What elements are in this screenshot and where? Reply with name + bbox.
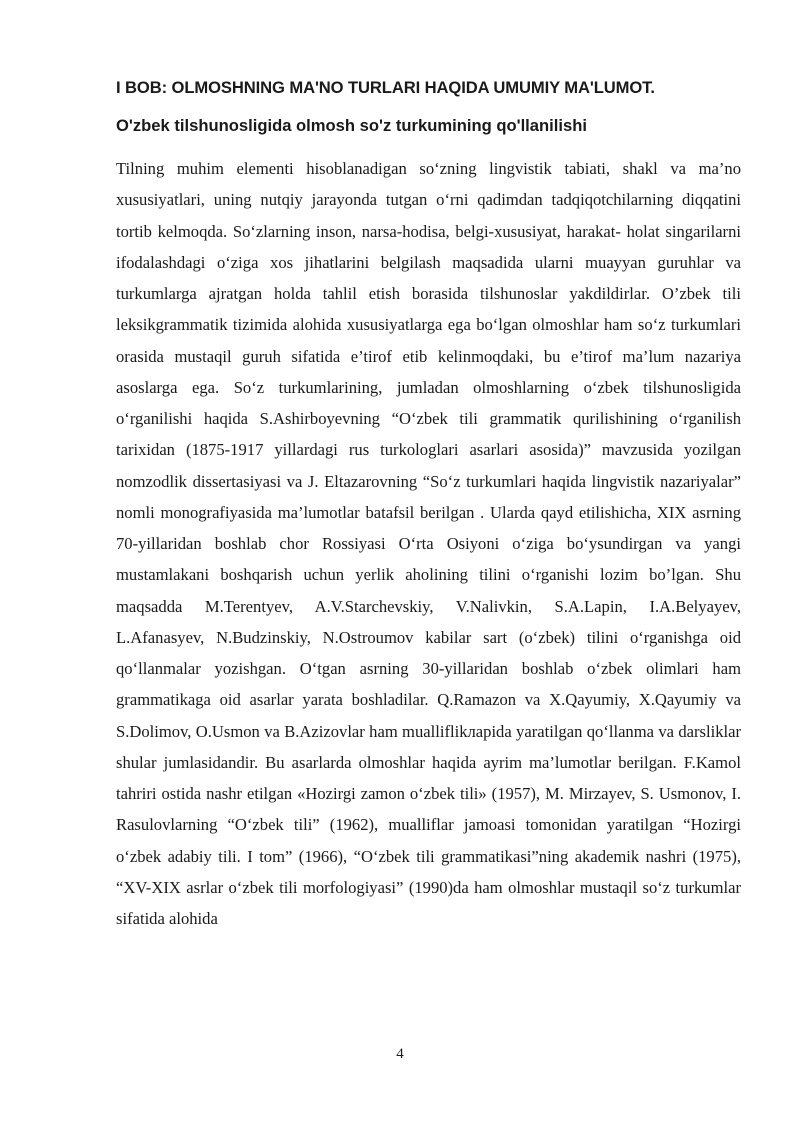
chapter-title: I BOB: OLMOSHNING MA'NO TURLARI HAQIDA UMUMIY MA'LUMOT. [116,78,655,97]
document-page [116,74,741,934]
body-paragraph: Tilning muhim elementi hisoblanadigan so‘zning lingvistik tabiati, shakl va ma’no xususiyatlari, uning nutqiy jarayonda tutgan o‘rni qadimdan tadqiqotchilarning diqqatini tortib kelmoqda. So‘zlarning inson, narsa-hodisa, belgi-xususiyat, harakat- holat singarilarni ifodalashdagi o‘ziga xos jihatlarini belgilash maqsadida ularni muayyan guruhlar va turkumlarga ajratgan holda tahlil etish borasida tilshunoslar yakdildirlar. O’zbek tili leksikgrammatik tizimida alohida xususiyatlarga ega bo‘lgan olmoshlar ham so‘z turkumlari orasida mustaqil guruh sifatida e’tirof etib kelinmoqdaki, bu e’tirof ma’lum nazariya asoslarga ega. So‘z turkumlarining, jumladan olmoshlarning o‘zbek tilshunosligida o‘rganilishi haqida S.Ashirboyevning “O‘zbek tili grammatik qurilishining o‘rganilish tarixidan (1875-1917 yillardagi rus turkologlari asarlari asosida)” mavzusida yozilgan nomzodlik dissertasiyasi va J. Eltazarovning “So‘z turkumlari haqida lingvistik nazariyalar” nomli monografiyasida ma’lumotlar batafsil berilgan . Ularda qayd etilishicha, XIX asrning 70-yillaridan boshlab chor Rossiyasi O‘rta Osiyoni o‘ziga bo‘ysundirgan va yangi mustamlakani boshqarish uchun yerlik aholining tilini o‘rganishi lozim bo’lgan. Shu maqsadda M.Terentyev, A.V.Starchevskiy, V.Nalivkin, S.A.Lapin, I.A.Belyayev, L.Afanasyev, N.Budzinskiy, N.Ostroumov kabilar sart (o‘zbek) tilini o‘rganishga oid qo‘llanmalar yozishgan. O‘tgan asrning 30-yillaridan boshlab o‘zbek olimlari ham grammatikaga oid asarlar yarata boshladilar. Q.Ramazon va X.Qayumiy, X.Qayumiy va S.Dolimov, O.Usmon va B.Azizovlar ham mualliflikларida yaratilgan qo‘llanma va darsliklar shular jumlasidandir. Bu asarlarda olmoshlar haqida ayrim ma’lumotlar berilgan. F.Kamol tahriri ostida nashr etilgan «Hozirgi zamon o‘zbek tili» (1957), M. Mirzayev, S. Usmonov, I. Rasulovlarning “O‘zbek tili” (1962), mualliflar jamoasi tomonidan yaratilgan “Hozirgi o‘zbek adabiy tili. I tom” (1966), “O‘zbek tili grammatikasi”ning akademik nashri (1975), “XV-XIX asrlar o‘zbek tili morfologiyasi” (1990)da ham olmoshlar mustaqil so‘z turkumlar sifatida alohida [116,159,741,928]
page-number: 4 [396,1046,404,1062]
section-title: O'zbek tilshunosligida olmosh so'z turkumining qo'llanilishi [116,116,587,135]
